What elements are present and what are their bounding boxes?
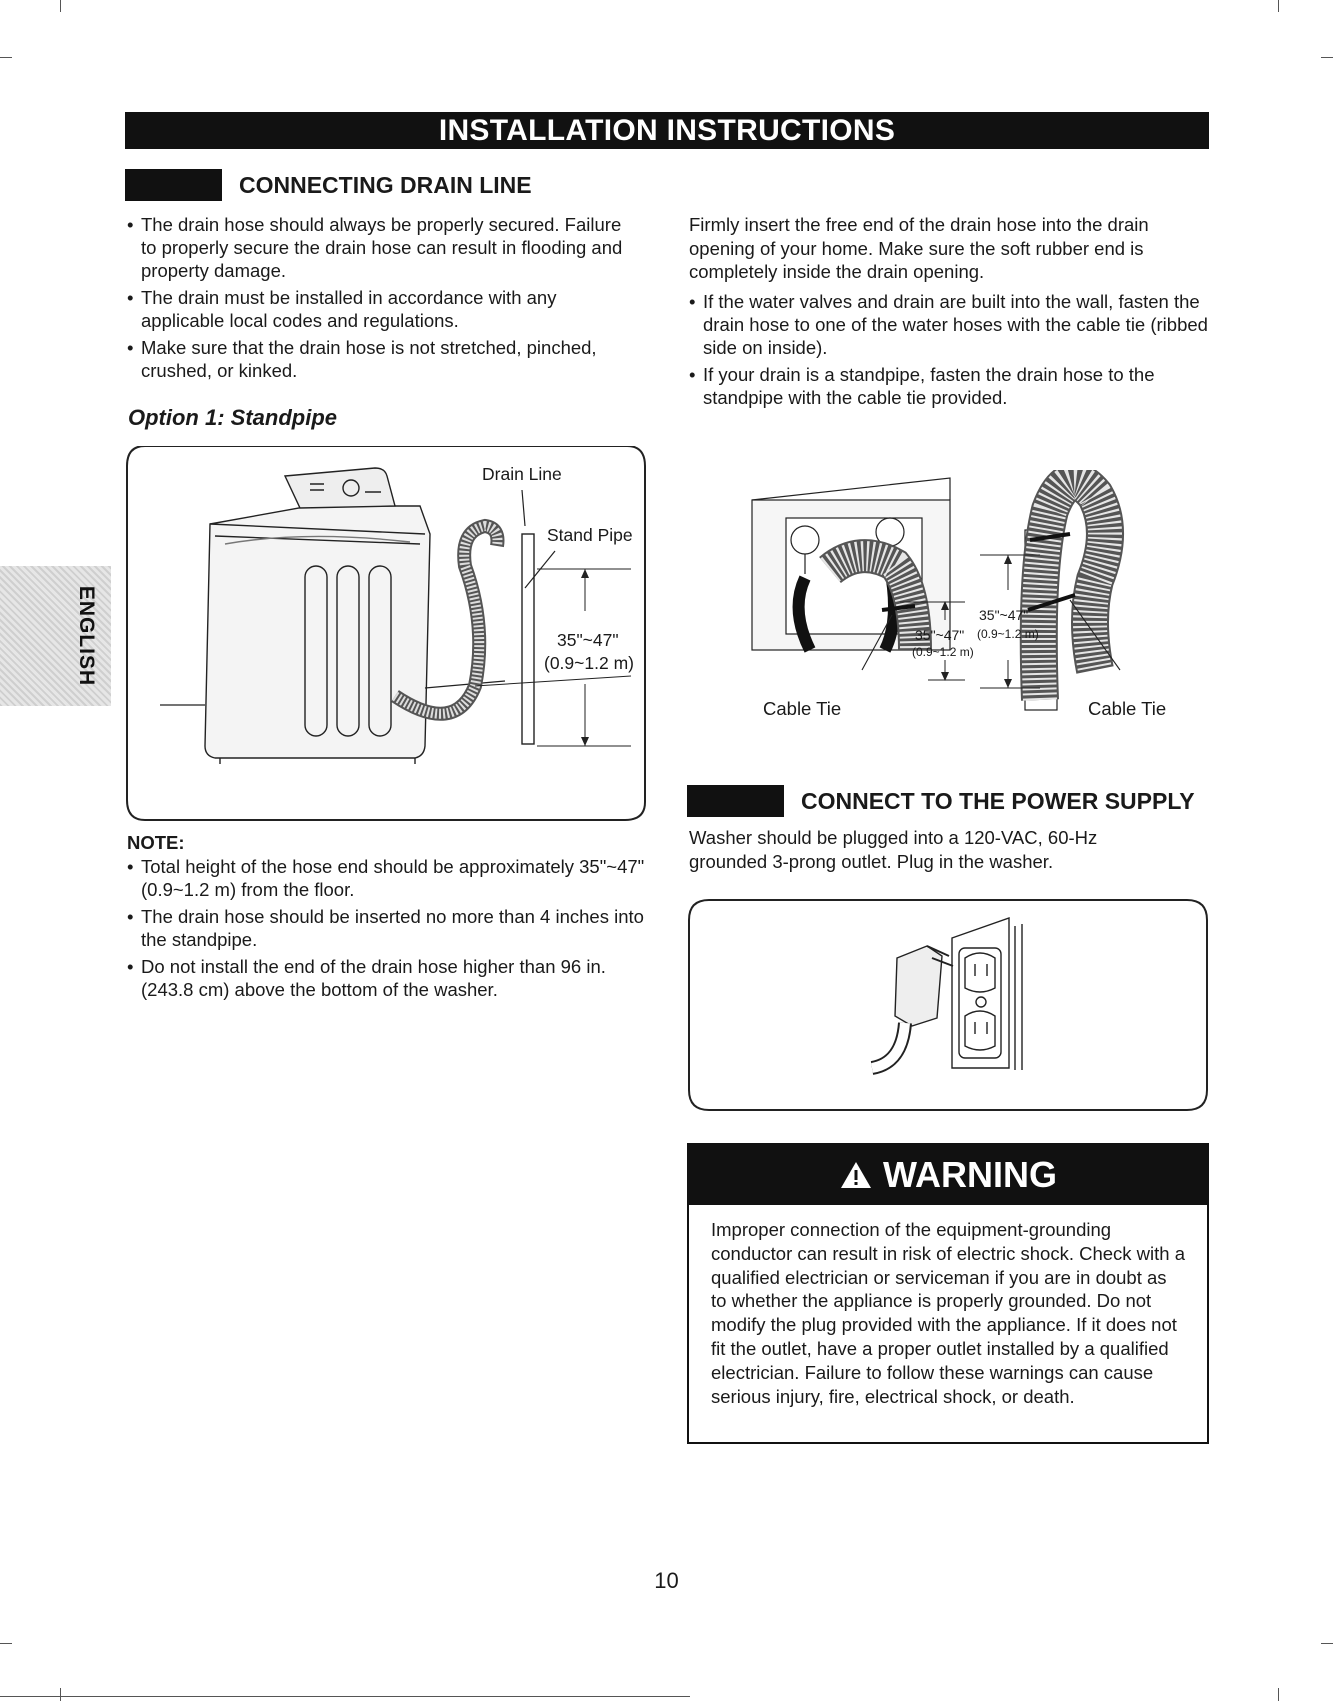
drain-section-heading (125, 169, 532, 201)
cable-tie-right-label: Cable Tie (1088, 698, 1167, 719)
page-banner: INSTALLATION INSTRUCTIONS (125, 112, 1209, 149)
drain-bullet: • The drain must be installed in accordance with any applicable local codes and regulations. (127, 286, 627, 332)
crop-mark (60, 1688, 61, 1701)
power-section-title: CONNECT TO THE POWER SUPPLY (801, 787, 1195, 814)
warning-text: Improper connection of the equipment-grounding conductor can result in risk of electric shock. Check with a qualified electrician or serviceman if you are in doubt as to whether the appliance is properly grounded. Do not modify the plug provided with the appliance. If it does not fit the outlet, have a proper outlet installed by a qualified electrician. Failure to follow these warnings can cause serious injury, fire, electrical shock, or death. (711, 1219, 1185, 1407)
drain-bullet: • The drain hose should always be properly secured. Failure to properly secure the drain hose can result in flooding and property damage. (127, 213, 627, 282)
note-bullet: • The drain hose should be inserted no more than 4 inches into the standpipe. (127, 905, 647, 951)
heading-bar (125, 169, 222, 201)
height-left-meters: (0.9~1.2 m) (912, 645, 974, 659)
height-left-inches: 35"~47" (915, 627, 965, 643)
note-title: NOTE: (127, 832, 185, 853)
plug-figure (687, 898, 1209, 1112)
power-section-heading (687, 785, 1195, 817)
crop-mark (1321, 57, 1333, 58)
warning-triangle-icon (839, 1160, 873, 1190)
bottom-rule (0, 1696, 690, 1697)
cable-tie-figure (750, 470, 1170, 720)
stand-pipe-label: Stand Pipe (547, 525, 633, 545)
plug-illustration (687, 898, 1209, 1112)
drain-bullet: • Make sure that the drain hose is not stretched, pinched, crushed, or kinked. (127, 336, 627, 382)
crop-mark (60, 0, 61, 12)
language-tab-label: ENGLISH (75, 585, 98, 687)
right-bullets (689, 290, 1214, 413)
right-bullet: • If your drain is a standpipe, fasten the drain hose to the standpipe with the cable tie provided. (689, 363, 1214, 409)
height-inches-label: 35"~47" (557, 630, 619, 650)
right-bullet: • If the water valves and drain are built into the wall, fasten the drain hose to one of the water hoses with the cable tie (ribbed side on inside). (689, 290, 1214, 359)
drain-line-label: Drain Line (482, 464, 562, 484)
drain-bullets (127, 213, 627, 386)
drain-insert-text: Firmly insert the free end of the drain hose into the drain opening of your home. Make sure the soft rubber end is completely inside the drain opening. (689, 214, 1149, 282)
height-right-inches: 35"~47" (979, 607, 1029, 623)
warning-title: WARNING (883, 1154, 1057, 1195)
crop-mark (1278, 0, 1279, 12)
note-bullets (127, 855, 647, 1005)
warning-box (687, 1143, 1209, 1444)
page-number: 10 (654, 1568, 679, 1593)
cable-tie-left-label: Cable Tie (763, 698, 842, 719)
crop-mark (1321, 1643, 1333, 1644)
cable-tie-illustration (750, 470, 1170, 720)
crop-mark (0, 57, 12, 58)
drain-section-title: CONNECTING DRAIN LINE (239, 171, 532, 198)
crop-mark (1278, 1688, 1279, 1701)
note-bullet: • Do not install the end of the drain hose higher than 96 in. (243.8 cm) above the bottom of the washer. (127, 955, 647, 1001)
note-bullet: • Total height of the hose end should be approximately 35"~47" (0.9~1.2 m) from the floor. (127, 855, 647, 901)
warning-header (689, 1145, 1207, 1205)
standpipe-figure (125, 446, 647, 822)
height-meters-label: (0.9~1.2 m) (544, 653, 634, 673)
language-tab (0, 566, 111, 706)
crop-mark (0, 1643, 12, 1644)
option-title: Option 1: Standpipe (128, 405, 337, 430)
height-right-meters: (0.9~1.2 m) (977, 627, 1039, 641)
heading-bar (687, 785, 784, 817)
power-section-text: Washer should be plugged into a 120-VAC, 60-Hz grounded 3-prong outlet. Plug in the washer. (689, 827, 1098, 872)
